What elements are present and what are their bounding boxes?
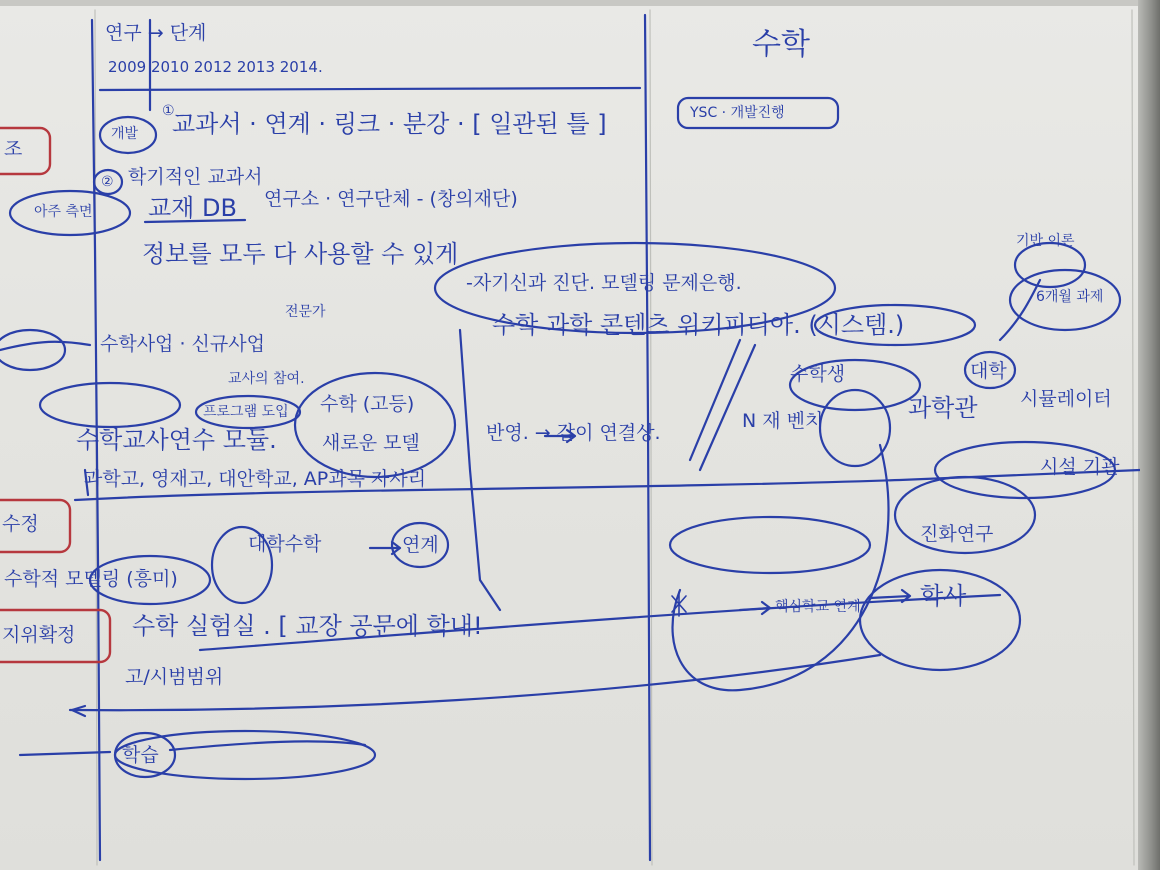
- arrow-right-up: [1000, 280, 1040, 340]
- gifted-research: 진화연구: [920, 523, 994, 545]
- right-students: 수학생: [790, 363, 846, 385]
- learning-long-line: [170, 741, 365, 750]
- right-system-label: N 재 벤치: [742, 410, 824, 432]
- vertical-line-mid: [460, 330, 500, 610]
- years-underline: [100, 88, 640, 90]
- right-top-box-text: YSC · 개발진행: [690, 105, 785, 121]
- reflect-line: 반영. → 같이 연결상.: [486, 422, 661, 444]
- panel-seam-right: [1132, 10, 1134, 865]
- diagonal-line-2: [690, 340, 740, 460]
- program-note: 프로그램 도입: [203, 404, 289, 420]
- connect-label: 연계: [402, 534, 439, 556]
- item-1-label: 개발: [111, 126, 139, 142]
- teacher-training: 수학교사연수 모듈.: [76, 426, 277, 454]
- learning-label: 학습: [122, 744, 159, 766]
- usable-by-all: 정보를 모두 다 사용할 수 있게: [142, 240, 459, 268]
- oval-left-mid-2: [40, 383, 180, 427]
- schools-line: 과학고, 영재고, 대안학교, AP과목 자사리: [84, 468, 427, 490]
- oval-nbench: [820, 390, 890, 466]
- item-2-text: 학기적인 교과서: [128, 166, 263, 188]
- right-small-3: 대학: [970, 360, 1007, 382]
- right-small-1: 기반 이론: [1016, 233, 1075, 249]
- oval-left-mid: [0, 330, 65, 370]
- left-fragment-3: 지위확정: [2, 624, 76, 646]
- math-experience: 수학 실험실 . [ 교장 공문에 학내!: [132, 612, 483, 640]
- textbook-db: 교재 DB: [148, 194, 237, 222]
- arrow-connect: [370, 542, 400, 554]
- modeling-interest: 수학적 모델링 (흥미): [4, 568, 178, 590]
- museum-note: 시뮬레이터: [1020, 388, 1112, 410]
- teacher-study-small: 교사의 참여.: [228, 371, 305, 387]
- bachelor-label: 학사: [920, 582, 967, 610]
- year-list: 2009 2010 2012 2013 2014.: [108, 58, 323, 76]
- math-teacher-line: 수학사업 · 신규사업: [100, 333, 265, 355]
- arrow-core: [740, 602, 770, 614]
- right-small-4: 시설 기관: [1040, 456, 1120, 478]
- item-1-marker: ①: [162, 103, 175, 119]
- new-model: 새로운 모델: [322, 432, 420, 454]
- whiteboard-frame: [1138, 0, 1160, 870]
- right-small-2: 6개월 과제: [1036, 289, 1104, 305]
- expert-label: 전문가: [285, 304, 326, 320]
- left-oval-connector: [0, 342, 90, 350]
- experiment-range: 고/시범범위: [125, 666, 224, 688]
- item-1-text: 교과서 · 연계 · 링크 · 분강 · [ 일관된 틀 ]: [172, 110, 607, 138]
- math-science-wiki: 수학 과학 콘텐츠 위키피디아. (시스템.): [492, 311, 905, 339]
- science-hall: 과학관: [908, 394, 978, 422]
- oval-math-advanced: [295, 373, 455, 477]
- self-diagnosis: -자기신과 진단. 모델링 문제은행.: [466, 272, 742, 294]
- left-fragment-1: 조: [4, 138, 23, 160]
- stage-title: 연구 → 단계: [105, 22, 207, 44]
- left-side-label: 아주 측면: [34, 204, 93, 220]
- left-fragment-2: 수정: [2, 513, 39, 535]
- oval-right-small-2: [1015, 243, 1085, 287]
- core-link: 핵심학교 연계: [775, 599, 861, 615]
- oval-core-link: [670, 517, 870, 573]
- math-advanced: 수학 (고등): [320, 393, 415, 415]
- diagonal-line-1: [700, 345, 755, 470]
- item-2-marker: ②: [101, 174, 114, 190]
- university-math: 대학수학: [248, 533, 322, 555]
- institutes-line: 연구소 · 연구단체 - (창의재단): [264, 188, 518, 210]
- math-heading: 수학: [752, 27, 810, 62]
